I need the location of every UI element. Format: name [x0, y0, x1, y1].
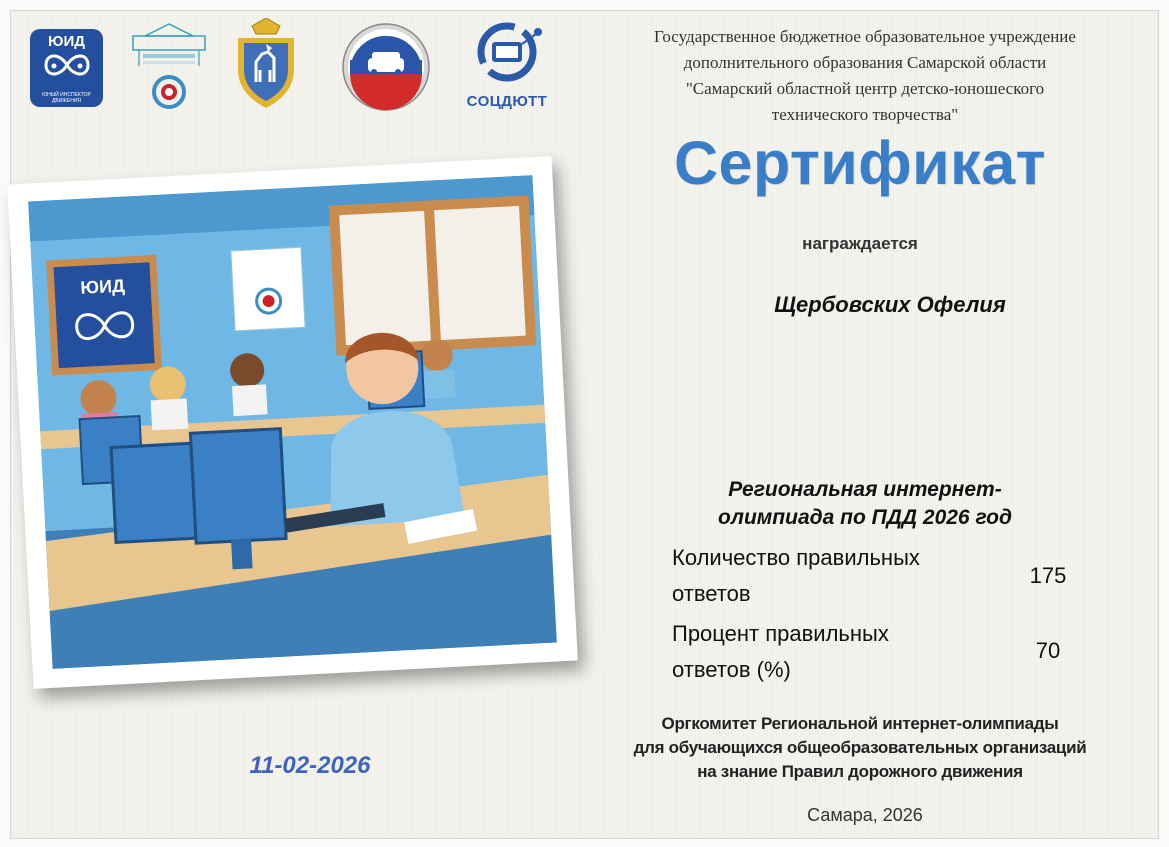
stat-label-line: ответов (%)	[672, 657, 791, 682]
organization-line: "Самарский областной центр детско-юношеского	[685, 79, 1045, 98]
yuid-logo-subtitle: ЮНЫЙ ИНСПЕКТОР ДВИЖЕНИЯ	[42, 92, 91, 104]
organization-name	[590, 24, 1140, 128]
percent-correct-value: 70	[1035, 638, 1061, 663]
stat-label-line: ответов	[672, 581, 751, 606]
classroom-illustration-drawing	[28, 175, 557, 669]
poster-label: ЮИД	[79, 275, 126, 298]
olympiad-line: Региональная интернет-	[728, 478, 1002, 501]
percent-correct-label	[672, 616, 1002, 688]
issue-date: 11-02-2026	[249, 752, 371, 779]
committee-line: Оргкомитет Региональной интернет-олимпиады	[661, 714, 1059, 733]
committee-line: для обучающихся общеобразовательных организаций	[633, 738, 1087, 757]
organization-line: дополнительного образования Самарской области	[683, 53, 1047, 72]
awarded-label: награждается	[802, 234, 918, 253]
samara-coat-of-arms	[230, 18, 302, 110]
committee-line: на знание Правил дорожного движения	[697, 762, 1023, 781]
organization-line: Государственное бюджетное образовательное учреждение	[654, 27, 1076, 46]
socdutt-logo	[462, 22, 552, 114]
certificate-title: Сертификат	[673, 129, 1046, 197]
stat-label-line: Процент правильных	[672, 621, 889, 646]
socdutt-logo-label: СОЦДЮТТ	[466, 93, 548, 110]
recipient-name: Щербовских Офелия	[774, 292, 1006, 317]
infinity-icon	[40, 51, 94, 79]
olympiad-line: олимпиада по ПДД 2026 год	[718, 506, 1012, 529]
correct-answers-label	[672, 540, 1002, 612]
organizing-committee	[575, 712, 1145, 784]
yuid-logo-title: ЮИД	[48, 33, 85, 50]
olympiad-name	[665, 476, 1065, 532]
correct-answers-value: 175	[1029, 563, 1067, 588]
classroom-illustration	[7, 156, 578, 689]
yuid-logo	[30, 29, 103, 107]
school-building-logo	[125, 22, 213, 112]
organization-line: технического творчества"	[771, 105, 959, 124]
stat-label-line: Количество правильных	[672, 545, 920, 570]
place-and-year: Самара, 2026	[807, 805, 923, 825]
gosavtoinspekcia-emblem	[340, 22, 432, 112]
